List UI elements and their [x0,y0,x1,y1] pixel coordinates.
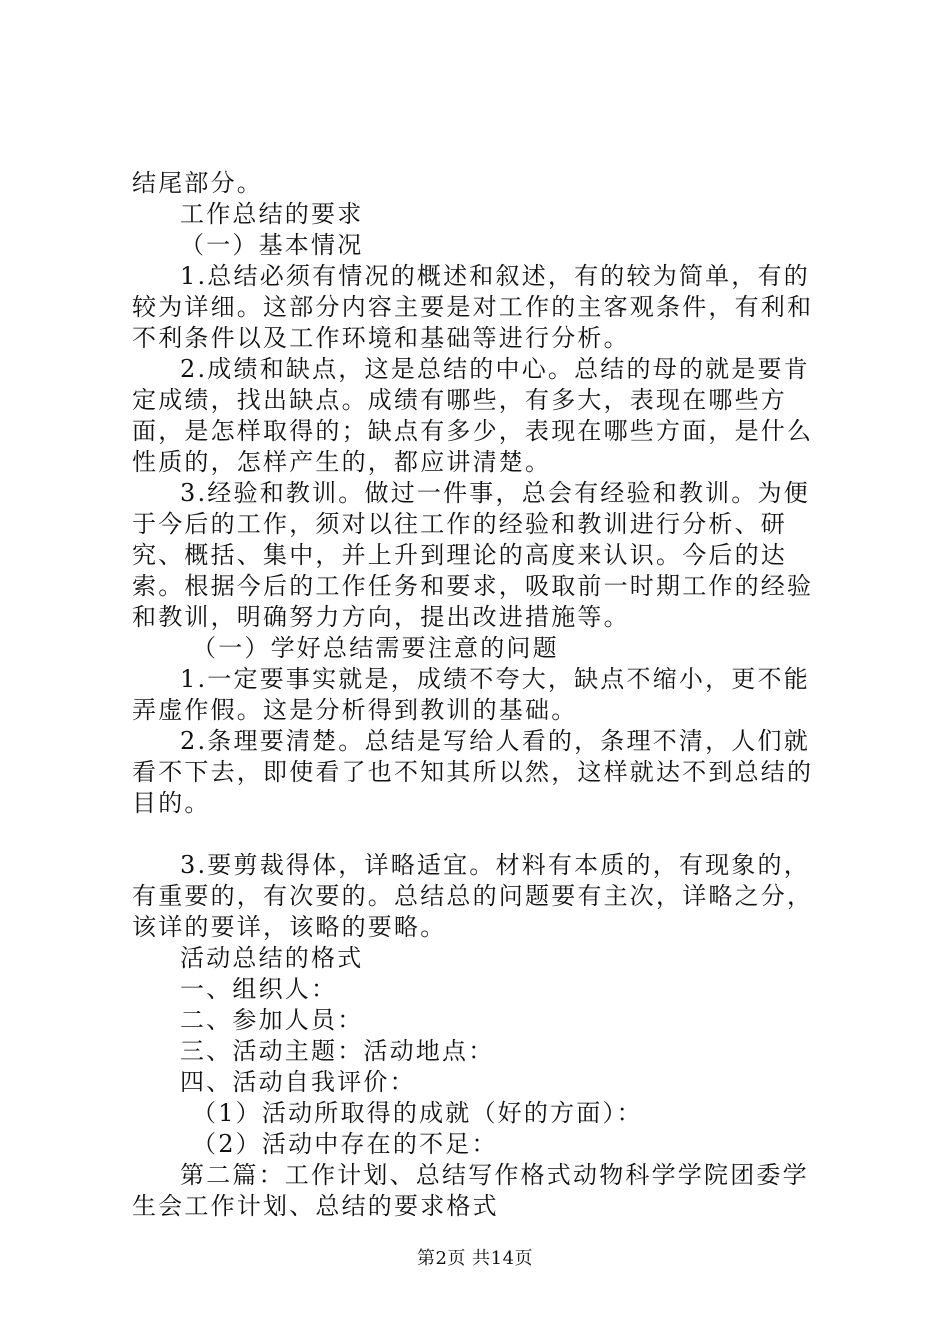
list-item-shortcomings: （2）活动中存在的不足： [192,1130,498,1158]
list-item-organizer: 一、组织人： [180,975,338,1003]
paragraph-item-2: 2.成绩和缺点，这是总结的中心。总结的母的就是要肯定成绩，找出缺点。成绩有哪些，有多大，表现在哪些方面，是怎样取得的；缺点有多少，表现在哪些方面，是什么性质的，怎样产生的，都应讲清楚。 [132,355,814,476]
paragraph-ending: 结尾部分。 [132,169,263,197]
list-item-self-evaluation: 四、活动自我评价： [180,1068,416,1096]
paragraph-note-1: 1.一定要事实就是，成绩不夸大，缺点不缩小，更不能弄虚作假。这是分析得到教训的基础。 [132,665,810,724]
paragraph-item-3: 3.经验和教训。做过一件事，总会有经验和教训。为便于今后的工作，须对以往工作的经验和教训进行分析、研究、概括、集中，并上升到理论的高度来认识。今后的达索。根据今后的工作任务和要求，吸取前一时期工作的经验和教训，明确努力方向，提出改进措施等。 [132,479,814,631]
heading-part-two: 第二篇：工作计划、总结写作格式动物科学学院团委学生会工作计划、总结的要求格式 [132,1161,809,1220]
heading-activity-format: 活动总结的格式 [180,944,364,972]
blank-line [132,819,834,850]
document-body [132,168,834,1222]
heading-work-summary-requirements: 工作总结的要求 [180,200,364,228]
paragraph-note-2: 2.条理要清楚。总结是写给人看的，条理不清，人们就看不下去，即使看了也不知其所以然，这样就达不到总结的目的。 [132,727,814,817]
list-item-theme-location: 三、活动主题：活动地点： [180,1037,495,1065]
heading-basic-situation: （一）基本情况 [180,231,364,259]
list-item-achievements: （1）活动所取得的成就（好的方面）： [192,1099,643,1127]
heading-notes: （一）学好总结需要注意的问题 [192,634,559,662]
page-footer [0,1244,950,1270]
page-number: 第2页 共14页 [416,1248,534,1269]
list-item-participants: 二、参加人员： [180,1006,364,1034]
paragraph-note-3: 3.要剪裁得体，详略适宜。材料有本质的，有现象的，有重要的，有次要的。总结总的问题要有主次，详略之分，该详的要详，该略的要略。 [132,851,814,941]
paragraph-item-1: 1.总结必须有情况的概述和叙述，有的较为简单，有的较为详细。这部分内容主要是对工作的主客观条件，有利和不利条件以及工作环境和基础等进行分析。 [132,262,814,352]
